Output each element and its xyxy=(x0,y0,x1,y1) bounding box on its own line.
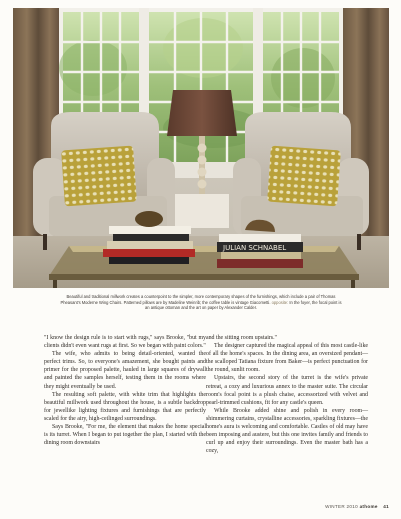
page-number: 41 xyxy=(383,504,389,509)
paragraph: "I know the design rule is to start with rugs," says Brooke, "but my clients didn't even want rugs at first. So we began with paint colors." xyxy=(44,335,206,350)
article-column-right xyxy=(206,334,368,455)
paragraph: While Brooke added shine and polish in every room—shimmering curtains, crystalline accessories, sparkling fixtures—the home's aura is welcoming and comfortable. Castles of old may have been imposing and austere, but this one invites family and friends to curl up and enjoy their surroundings. Even the master bath has a cozy, xyxy=(206,407,368,455)
paragraph: The designer captured the magical appeal of this most castle-like of all the home's spaces. In the dining area, an oversized pendant—the scalloped Tatiana fixture from Baker—is perfect punctuation for the round, sunlit room. xyxy=(206,343,368,374)
paragraph: Upstairs, the second story of the turret is the wife's private retreat, a cozy and luxurious annex to the master suite. The circular room's focal point is a plush chaise, accessorized with velvet and pearl-trimmed cushions, fit for any castle's queen. xyxy=(206,375,368,406)
living-room-illustration xyxy=(13,8,389,288)
article-column-left xyxy=(44,334,206,447)
paragraph: and the sitting room upstairs." xyxy=(206,335,277,341)
paragraph: The wife, who admits to being detail-oriented, wanted the perfect trims. So, to everyone's amazement, she bought paints and primer for the proposed palette, hauled in large squares of drywall and painted the samples herself, testing them in the rooms where they might eventually be used. xyxy=(44,351,206,390)
book-spine-label: JULIAN SCHNABEL xyxy=(223,244,287,252)
patterned-pillow-left xyxy=(61,146,137,207)
paragraph: Says Brooke, "For me, the element that makes the home special is its turret. When I began to put together the plan, I started with the dining room downstairs xyxy=(44,424,206,447)
magazine-name: athome xyxy=(359,504,378,509)
side-table xyxy=(175,194,229,228)
issue-season: WINTER 2010 xyxy=(325,504,358,509)
living-room-photo xyxy=(13,8,389,288)
patterned-pillow-right xyxy=(267,146,341,207)
paragraph: The resulting soft palette, with white trim that highlights the beautiful millwork used throughout the house, is a subtle backdrop for jewellike lighting fixtures and furnishings that are perfectly scaled for the airy, high-ceilinged surroundings. xyxy=(44,391,206,422)
caption-credit-text: In the foyer, the focal point is an antique ottoman and the art on paper by Alexander Calder. xyxy=(145,299,342,311)
page-folio xyxy=(325,504,389,509)
brass-animal-figurine xyxy=(135,211,163,227)
photo-caption xyxy=(60,294,342,311)
caption-main: Beautiful and traditional millwork creates a counterpoint to the simpler, more contemporary shapes of the furnishings, which include a pair of Thomas Pheasant's Moderne Wing Chairs. Patterned pillows are by Madeline Weinrib; the coffee table is vintage Giacometti. xyxy=(60,294,336,305)
caption-credit-label: opposite: xyxy=(271,299,289,305)
